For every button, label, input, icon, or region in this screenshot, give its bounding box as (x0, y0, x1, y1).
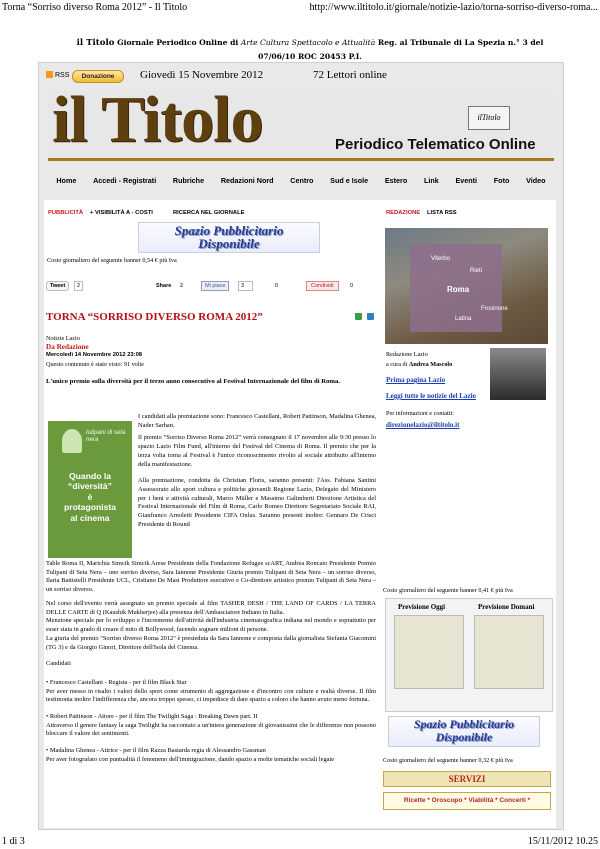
candidate-1-head: • Francesco Castellani - Regista - per il film Black Star (46, 678, 187, 686)
banner-cost-mid: Costo giornaliero del seguente banner 0,41 € più Iva (383, 587, 513, 594)
rss-link[interactable] (46, 71, 69, 79)
poster-line5: al cinema (70, 512, 110, 523)
editor-photo (490, 348, 546, 400)
sidebar-curator (386, 361, 452, 368)
servizi-header: SERVIZI (383, 771, 551, 787)
email-icon[interactable] (367, 313, 374, 320)
site-logo[interactable]: il Titolo (52, 83, 263, 156)
sidebar-curator-prefix: a cura di (386, 361, 409, 368)
poster-line1: Quando la (68, 471, 112, 481)
candidate-1-body: Per aver messo in risalto i valori dello sport come strumento di aggregazione e d'incontro con culture e realtà diverse. Il film testimonia inoltre l'indifferenza che, ancora troppo spesso, ci impedisce di dare spazio a coloro che hanno avuto meno fortuna. (46, 687, 376, 704)
donate-button[interactable]: Donazione (72, 70, 124, 83)
tweet-count: 2 (74, 281, 83, 291)
candidate-3-head: • Madalina Ghenea - Attrice - per il film Razza Bastarda regia di Alessandro Gassman (46, 747, 266, 755)
candidati-heading: Candidati (46, 660, 71, 668)
sidebar-info: Per informazioni e contatti: (386, 410, 454, 417)
article-lead: L'unico premio sulla diversità per il terzo anno consecutivo al Festival Internazionale del film di Roma. (46, 378, 340, 385)
weather-tomorrow-label: Previsione Domani (478, 603, 535, 611)
print-footer-datetime: 15/11/2012 10.25 (527, 836, 598, 847)
nav-nord[interactable]: Redazioni Nord (220, 175, 274, 185)
subnav-visibilita[interactable]: + VISIBILITÀ A - COSTI (90, 210, 153, 216)
link-tutte-notizie[interactable]: Leggi tutte le notizie del Lazio (386, 392, 477, 400)
ad-banner-top[interactable] (138, 222, 320, 253)
map-label-latina: Latina (455, 316, 472, 322)
facebook-like-button[interactable]: Mi piace (201, 281, 229, 291)
weather-widget (385, 598, 553, 712)
banner-cost-top: Costo giornaliero del seguente banner 0,54 € più Iva (47, 257, 177, 264)
map-label-viterbo: Viterbo (431, 256, 450, 262)
poster-brand: tulipani di seta nera (86, 429, 126, 443)
ad-banner-top-line1: Spazio Pubblicitario (174, 223, 284, 238)
nav-estero[interactable]: Estero (384, 175, 408, 185)
article-title: TORNA “SORRISO DIVERSO ROMA 2012” (46, 311, 263, 323)
share-count: 2 (180, 283, 184, 289)
print-footer-page: 1 di 3 (2, 836, 25, 847)
main-nav (48, 170, 554, 190)
current-date: Giovedì 15 Novembre 2012 (140, 69, 264, 81)
readers-online: 72 Lettori online (313, 69, 387, 81)
ad-banner-sidebar[interactable] (388, 716, 540, 747)
print-header-title: Torna “Sorriso diverso Roma 2012” - Il Titolo (2, 2, 188, 13)
paragraph-3a: Alla premiazione, condotta da Christian Floris, saranno presenti: l'Ass. Fabiana Santini Assessorato allo sport cultura e politiche giovanili Regione Lazio, Delegato del Ministero per i beni e attività culturali, Marco Müller e Massimo Galimberti Direzione Artistica del Festival Internazionale del Film di Roma, Carlo Romeo Direttore Segretariato Sociale RAI, Gianfranco Arnoletti Presidente CIFA Onlus. Saranno presenti inoltre: Gennaro De Crisci Presidente di Round (138, 477, 376, 528)
paragraph-6: La giuria del premio "Sorriso diverso Roma 2012" è presieduta da Sara Iannone e composta dalla giornalista Stefania Giacomini (TG 3) e da Giorgio Ginori, Direttore dell'Isola del Cinema. (46, 634, 376, 651)
link-prima-pagina[interactable]: Prima pagina Lazio (386, 376, 446, 384)
sidebar-curator-name: Andrea Mascolo (408, 361, 453, 368)
print-icon[interactable] (355, 313, 362, 320)
map-label-roma: Roma (447, 285, 470, 294)
map-label-frosinone: Frosinone (481, 306, 508, 312)
nav-sud[interactable]: Sud e Isole (330, 175, 369, 185)
article-category[interactable]: Notizie Lazio (46, 335, 80, 342)
condividi-button[interactable]: Condividi (306, 281, 339, 291)
poster-line4: protagonista (63, 502, 117, 513)
weather-map-tomorrow[interactable] (474, 615, 544, 689)
masthead-registration: Reg. al Tribunale di La Spezia n.° 3 del 07/06/10 ROC 20453 P.I. (258, 38, 544, 61)
tulip-icon (62, 429, 82, 453)
subnav-pubblicita[interactable]: PUBBLICITÀ (48, 210, 84, 216)
nav-rubriche[interactable]: Rubriche (172, 175, 205, 185)
nav-foto[interactable]: Foto (493, 175, 510, 185)
article-views: Questo contenuto è stato visto: 91 volte (46, 361, 144, 368)
servizi-links[interactable]: Ricette * Oroscopo * Viabilità * Concerti * (383, 792, 551, 810)
ad-banner-sidebar-line1: Spazio Pubblicitario (413, 717, 515, 731)
ad-banner-sidebar-line2: Disponibile (435, 730, 493, 744)
subnav-rss-list[interactable]: LISTA RSS (427, 210, 457, 216)
nav-centro[interactable]: Centro (290, 175, 314, 185)
subnav-redazione[interactable]: REDAZIONE (386, 210, 421, 216)
nav-home[interactable]: Home (56, 175, 77, 185)
zero-count-2: 0 (350, 283, 354, 289)
link-email[interactable]: direzionelazio@iltitolo.it (386, 421, 460, 429)
paragraph-3b: Table Roma II, Marichia Simcik Simcik Arese Presidente della Fondazione Refugee scART, Andrea Roncato Presidente Premio Tulipani di Seta Nera – uno sorriso diverso, Sara Iannone Presidente Giuria premio Tulipani di Seta Nera – un sorriso diverso, Ilaria Battistelli Presidente UCL, Cristiano De Masi Produttore esecutivo e Co-direttore artistico premio Tulipani di Seta Nera – un sorriso diverso. (46, 560, 376, 594)
candidate-3-body: Per aver fotografato con puntualità il fenomeno dell'immigrazione, dando spazio a molte tematiche sociali legate (46, 755, 335, 763)
map-label-rieti: Rieti (470, 268, 483, 274)
tulipani-poster (48, 421, 132, 558)
like-count: 3 (238, 281, 253, 291)
weather-map-today[interactable] (394, 615, 464, 689)
zero-count-1: 0 (275, 283, 279, 289)
poster-line3: è (87, 491, 93, 502)
paragraph-5: Menzione speciale per lo sviluppo e l'incremento dell'attività dell'industria cinematografica indiana nel mondo e soprattutto per esser stata in grado di creare il mito di Bollywood, facendo sognare milioni di persone. (46, 617, 376, 634)
paragraph-4: Nel corso dell'evento verrà assegnato un premio speciale al film TASHER DESH / THE LAND OF CARDS / LA TERRA DELLE CARTE di Q (Kaushik Mukherjee) alla presenza dell'Ambasciatore Indiano in Italia. (46, 600, 376, 616)
share-row (46, 281, 376, 295)
masthead-text: Giornale Periodico Online di (114, 38, 241, 47)
masthead-brand: il Titolo (76, 38, 115, 48)
article-body-bottom (46, 600, 376, 765)
article-date: Mercoledì 14 Novembre 2012 23:08 (46, 352, 143, 358)
subnav-ricerca[interactable]: RICERCA NEL GIORNALE (173, 210, 245, 216)
nav-video[interactable]: Video (526, 175, 546, 185)
nav-login[interactable]: Accedi - Registrati (93, 175, 157, 185)
masthead-italic: Arte Cultura Spettacolo e Attualità (240, 38, 376, 47)
tweet-button[interactable] (46, 281, 69, 291)
paragraph-2: Il premio “Sorriso Diverso Roma 2012” verrà consegnato il 17 novembre alle 9:30 presso lo spazio Lazio Film Fund, all'interno del Festival del Cinema di Roma. Il premio che per la terza volta torna al Festival è l'unico riconoscimento rivolto al sociale attribuito all'interno della manifestazione. (138, 434, 376, 468)
sidebar-redazione: Redazione Lazio (386, 351, 428, 358)
banner-cost-bottom: Costo giornaliero del seguente banner 0,32 € più Iva (383, 757, 513, 764)
nav-eventi[interactable]: Eventi (455, 175, 478, 185)
tweet-label: Tweet (50, 283, 66, 289)
logo-divider (48, 158, 554, 161)
print-header-url: http://www.iltitolo.it/giornale/notizie-lazio/torna-sorriso-diverso-roma... (309, 2, 598, 13)
weather-today-label: Previsione Oggi (398, 603, 446, 611)
ad-banner-top-line2: Disponibile (198, 236, 260, 251)
article-body-top (138, 413, 376, 529)
logo-seal: ilTitolo (468, 106, 510, 130)
poster-line2: “diversità” (68, 481, 112, 492)
candidate-2-head: • Robert Pattinson - Attore - per il film The Twilight Saga : Breaking Dawn part. II (46, 713, 258, 721)
paragraph-1: I candidati alla premiazione sono: Francesco Castellani, Robert Pattinson, Madalina Ghenea, Nader Sarhan. (138, 413, 376, 429)
rss-icon (46, 71, 53, 78)
rss-label: RSS (55, 72, 70, 79)
logo-subtitle: Periodico Telematico Online (335, 136, 536, 153)
nav-link[interactable]: Link (423, 175, 439, 185)
share-label[interactable]: Share (156, 283, 172, 289)
article-author[interactable]: Da Redazione (46, 343, 89, 351)
candidate-2-body: Attraverso il genere fantasy la saga Twilight ha raccontato a un'intera generazione di giovanissimi che le differenze non possono bloccare il valore dei sentimenti. (46, 721, 376, 738)
